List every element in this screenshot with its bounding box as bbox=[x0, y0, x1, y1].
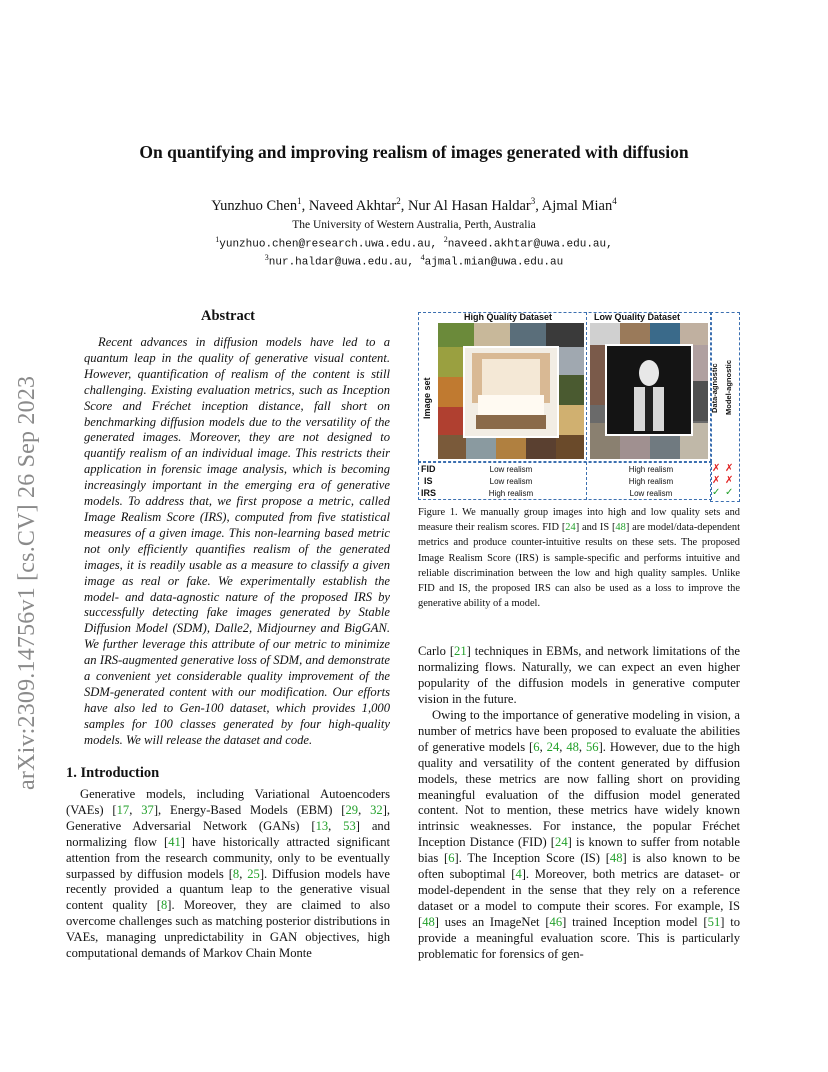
email[interactable]: yunzhuo.chen@research.uwa.edu.au, bbox=[219, 238, 438, 251]
arxiv-stamp: arXiv:2309.14756v1 [cs.CV] 26 Sep 2023 bbox=[14, 375, 40, 790]
hq-label: High Quality Dataset bbox=[464, 312, 553, 322]
cross-icon: ✗ bbox=[725, 475, 734, 486]
cross-icon: ✗ bbox=[725, 463, 734, 474]
body-paragraph: Carlo [21] techniques in EBMs, and network limitations of the normalizing flows. Naturally, we can expect an even higher popularity of the diffusion models in generative computer vision in the future. bbox=[418, 644, 740, 706]
intro-paragraph: Generative models, including Variational Autoencoders (VAEs) [17, 37], Energy-Based Models (EBM) [29, 32], Generative Adversarial Network (GANs) [13, 53] and normalizing flow [41] have historically attracted significant attention from the research community, only to be eventually surpassed by diffusion models [8, 25]. Diffusion models have recently provided a quantum leap to the generative visual content quality [8]. Moreover, they are claimed to also overcome challenges such as matching posterior distributions in VAEs, managing unpredictability in GAN objectives, high computational demands of Markov Chain Monte bbox=[66, 787, 391, 961]
email[interactable]: naveed.akhtar@uwa.edu.au, bbox=[447, 238, 613, 251]
email[interactable]: nur.haldar@uwa.edu.au, bbox=[268, 256, 414, 269]
author-name: Yunzhuo Chen bbox=[211, 197, 298, 214]
lq-image-collage bbox=[590, 323, 708, 459]
body-paragraph: Owing to the importance of generative modeling in vision, a number of metrics have been proposed to evaluate the abilities of generative models [6, 24, 48, 56]. However, due to the high quality and versatility of the content generated by diffusion models, these metrics are now falling short on providing meaningful evaluation of the diffusion model generated content. Not to mention, these metrics have widely known intrinsic weaknesses. For instance, the popular Fréchet Inception Distance (FID) [24] is known to suffer from notable bias [6]. The Inception Score (IS) [48] is also known to be often suboptimal [4]. Moreover, both metrics are dataset- or model-dependent in the sense that they rely on a reference dataset or a model to compute their scores. For example, IS [48] uses an ImageNet [46] trained Inception model [51] to provide a meaningful evaluation score. This is particularly problematic for forensics of gen- bbox=[418, 708, 741, 961]
author-name: Ajmal Mian bbox=[541, 197, 613, 214]
check-icon: ✓ bbox=[725, 487, 734, 498]
author-name: Nur Al Hasan Haldar bbox=[407, 197, 531, 214]
cross-icon: ✗ bbox=[712, 463, 721, 474]
figure-1 bbox=[416, 309, 742, 499]
email-line-1: $^1$yunzhuo.chen@research.uwa.edu.au, $^2$naveed.akhtar@uwa.edu.au, bbox=[215, 235, 613, 251]
figure-caption: Figure 1. We manually group images into high and low quality sets and measure their realism scores. FID [24] and IS [48] are model/data-dependent metrics and produce counter-intuitive results on these sets. The proposed Image Realism Score (IRS) is sample-specific and performs intuitive and reliable discrimination between the low and high quality samples. Unlike FID and IS, the proposed IRS can also be used as a loss to improve the generative ability of a model. bbox=[418, 507, 740, 610]
hq-score: High realism bbox=[488, 489, 534, 498]
abstract-text: Recent advances in diffusion models have led to a quantum leap in the quality of generative visual content. However, quantification of realism of the content is still challenging. Existing evaluation metrics, such as Inception Score and Fréchet inception distance, fall short on benchmarking diffusion models due to the versatility of the generated images. Moreover, they are not designed to quantify realism of an individual image. This restricts their application in forensic image analysis, which is becoming increasingly important in the emerging era of generative models. To address that, we first propose a metric, called Image Realism Score (IRS), computed from five statistical measures of a given image. This non-learning based metric not only efficiently quantifies realism of the generated images, it is readily usable as a measure to classify a given image as real or fake. We experimentally establish the model- and data-agnostic nature of the proposed IRS by successfully detecting fake images generated by Stable Diffusion Model (SDM), Dalle2, Midjourney and BigGAN. We further leverage this attribute of our metric to minimize an IRS-augmented generative loss of SDM, and demonstrate a convenient yet considerable quality improvement of the SDM-generated content with our modification. Our efforts have also led to Gen-100 dataset, which provides 1,000 samples for 100 classes generated by four high-quality models. We will release the dataset and code. bbox=[84, 335, 390, 747]
model-agnostic-label: Model-agnostic bbox=[724, 359, 733, 415]
lq-score: High realism bbox=[628, 465, 674, 474]
email[interactable]: ajmal.mian@uwa.edu.au bbox=[424, 256, 564, 269]
author-list: Yunzhuo Chen$^1$, Naveed Akhtar$^2$, Nur Al Hasan Haldar$^3$, Ajmal Mian$^4$ bbox=[211, 196, 617, 214]
lq-label: Low Quality Dataset bbox=[594, 312, 681, 322]
image-set-label: Image set bbox=[422, 377, 432, 419]
cross-icon: ✗ bbox=[712, 475, 721, 486]
affiliation: The University of Western Australia, Perth, Australia bbox=[292, 219, 536, 231]
hq-image-collage bbox=[438, 323, 584, 459]
author-name: Naveed Akhtar bbox=[308, 197, 397, 214]
metric-label: IRS bbox=[421, 488, 437, 498]
hq-score: Low realism bbox=[489, 477, 533, 486]
hq-score: Low realism bbox=[489, 465, 533, 474]
intro-heading: 1. Introduction bbox=[66, 765, 160, 781]
data-agnostic-label: Data-agnostic bbox=[710, 363, 719, 413]
metric-label: FID bbox=[421, 464, 436, 474]
metric-label: IS bbox=[424, 476, 433, 486]
check-icon: ✓ bbox=[712, 487, 721, 498]
lq-score: High realism bbox=[628, 477, 674, 486]
email-line-2: $^3$nur.haldar@uwa.edu.au, $^4$ajmal.mian@uwa.edu.au bbox=[264, 253, 564, 269]
lq-score: Low realism bbox=[629, 489, 673, 498]
abstract-heading: Abstract bbox=[201, 308, 255, 324]
paper-title: On quantifying and improving realism of images generated with diffusion bbox=[139, 142, 689, 162]
